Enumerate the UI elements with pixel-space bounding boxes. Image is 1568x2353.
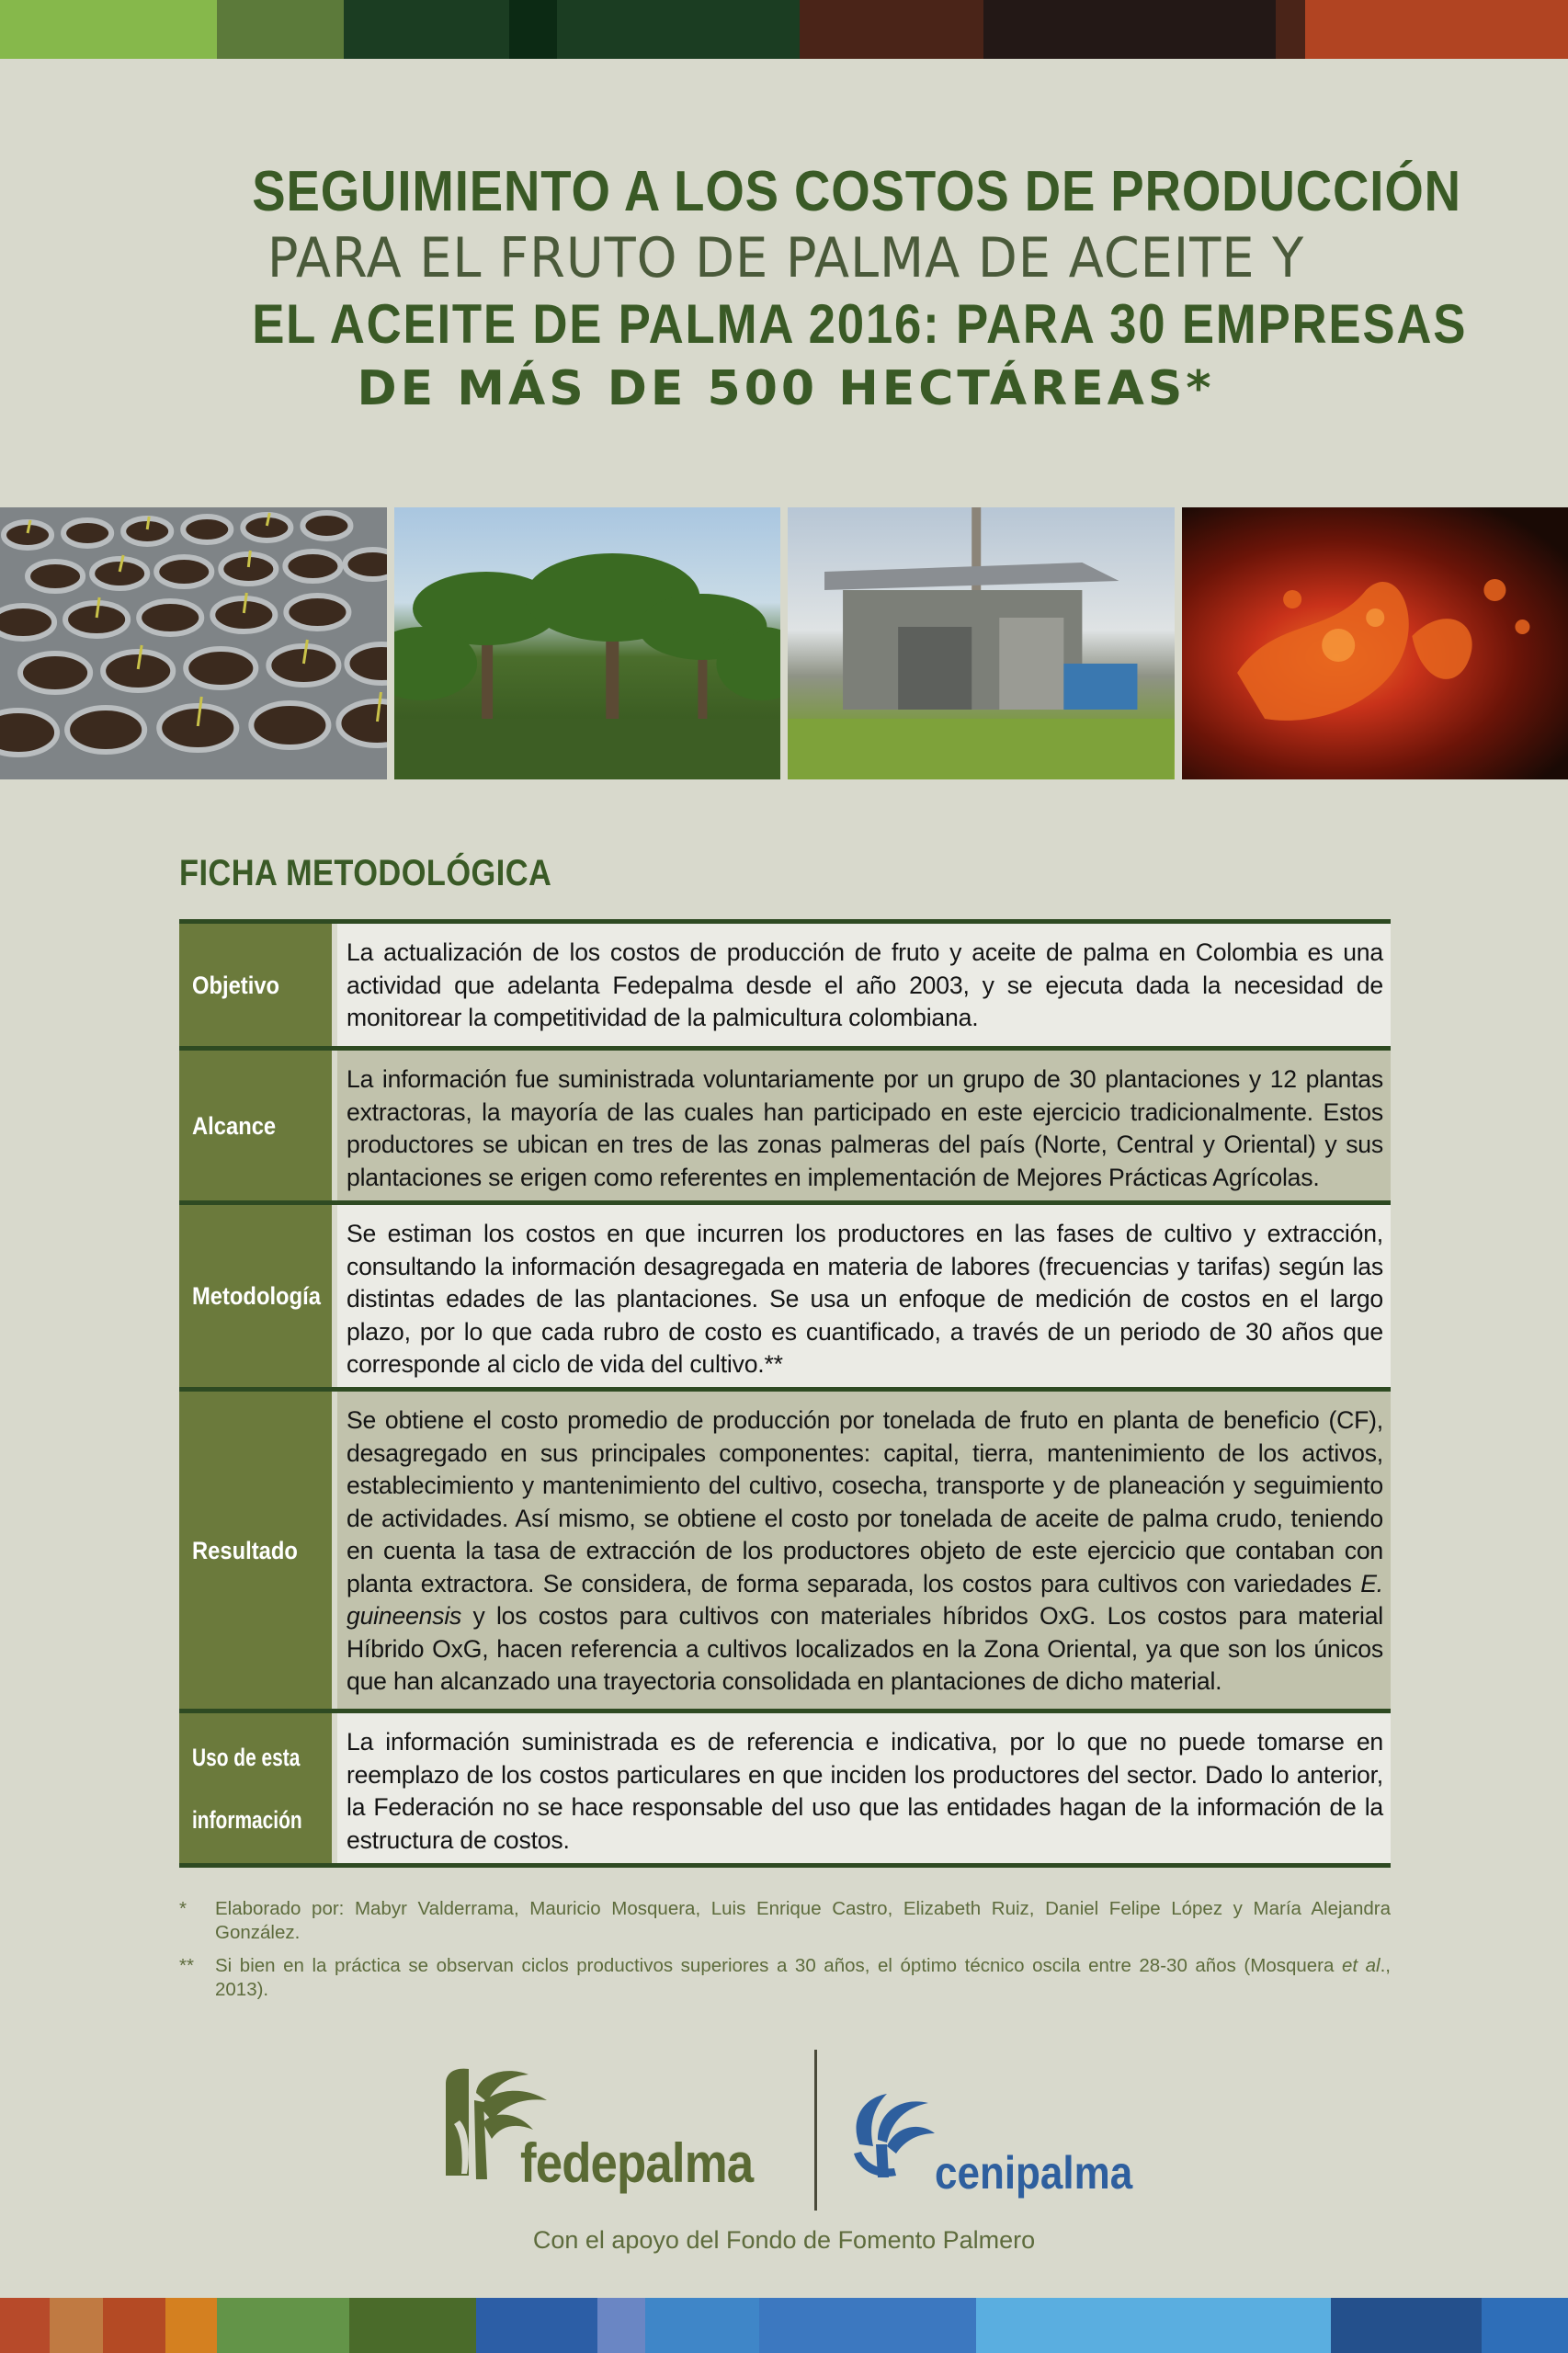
extraction-plant-photo	[788, 507, 1175, 779]
palm-trees-photo	[394, 507, 781, 779]
row-label: Uso de esta información	[179, 1713, 337, 1863]
footnotes	[179, 1897, 1391, 2011]
color-block	[976, 2298, 1331, 2353]
table-row	[179, 924, 1391, 1051]
row-text: La información suministrada es de referencia e indicativa, por lo que no puede tomarse en reemplazo de los costos particulares en que inciden los productores del sector. Dado lo anterior, la Federación no se hace responsable del uso que las entidades hagan de la información de la estructura de costos.	[337, 1713, 1391, 1863]
table-row	[179, 1713, 1391, 1863]
title-line-2: PARA EL FRUTO DE PALMA DE ACEITE Y	[267, 226, 1305, 290]
footnote-text: Si bien en la práctica se observan ciclos productivos superiores a 30 años, el óptimo técnico oscila entre 28-30 años (Mosquera et al., 2013).	[215, 1955, 1392, 2000]
cenipalma-wordmark: cenipalma	[935, 2147, 1133, 2199]
color-block	[349, 2298, 476, 2353]
row-label: Alcance	[179, 1051, 337, 1200]
row-text: Se estiman los costos en que incurren los productores en las fases de cultivo y extracción, consultando la información desagregada en materia de labores (frecuencias y tarifas) según las distintas edades de las plantaciones. Se usa un enfoque de medición de costos en el largo plazo, por lo que cada rubro de costo es cuantificado, a través de un periodo de 30 años que corresponde al ciclo de vida del cultivo.**	[337, 1205, 1391, 1387]
footnote-mark: *	[179, 1898, 187, 1919]
color-block	[0, 0, 217, 59]
row-label: Resultado	[179, 1392, 337, 1709]
row-text: Se obtiene el costo promedio de producción por tonelada de fruto en planta de beneficio (CF), desagregado en sus principales componentes: capital, tierra, mantenimiento de los activos, establecimiento y mantenimiento del cultivo, cosecha, transporte y de planeación y seguimiento de actividades. Así mismo, se obtiene el costo por tonelada de aceite de palma crudo, teniendo en cuenta la tasa de extracción de los productores objeto de este ejercicio que contaban con planta extractora. Se considera, de forma separada, los costos para cultivos con variedades E. guineensis y los costos para cultivos con materiales híbridos OxG. Los costos para material Híbrido OxG, hacen referencia a cultivos localizados en la Zona Oriental, ya que son los únicos que han alcanzado una trayectoria consolidada en plantaciones de dicho material.	[337, 1392, 1391, 1709]
top-color-band	[0, 0, 1568, 59]
color-block	[50, 2298, 103, 2353]
color-block	[645, 2298, 759, 2353]
footnote	[179, 1897, 1391, 1945]
seedlings-photo	[0, 507, 387, 779]
support-text: Con el apoyo del Fondo de Fomento Palmero	[532, 2226, 1036, 2254]
color-block	[509, 0, 557, 59]
row-text: La información fue suministrada voluntariamente por un grupo de 30 plantaciones y 12 plantas extractoras, la mayoría de las cuales han participado en este ejercicio tradicionalmente. Estos productores se ubican en tres de las zonas palmeras del país (Norte, Central y Oriental) y sus plantaciones se erigen como referentes en implementación de Mejores Prácticas Agrícolas.	[337, 1051, 1391, 1200]
color-block	[597, 2298, 645, 2353]
footnote	[179, 1954, 1391, 2002]
row-label: Metodología	[179, 1205, 337, 1387]
document-title	[179, 158, 1468, 419]
palm-leaves-icon	[850, 2089, 937, 2181]
species-name: E. guineensis	[347, 1569, 1383, 1630]
color-block	[1276, 0, 1305, 59]
methodology-table	[179, 919, 1391, 1868]
color-block	[557, 0, 800, 59]
color-block	[1482, 2298, 1568, 2353]
color-block	[1331, 2298, 1482, 2353]
color-block	[165, 2298, 217, 2353]
color-block	[0, 2298, 50, 2353]
row-text: La actualización de los costos de producción de fruto y aceite de palma en Colombia es una actividad que adelanta Fedepalma desde el año 2003, y se ejecuta dada la necesidad de monitorear la competitividad de la palmicultura colombiana.	[337, 924, 1391, 1046]
color-block	[983, 0, 1276, 59]
section-title: FICHA METODOLÓGICA	[179, 853, 552, 893]
fedepalma-wordmark: fedepalma	[520, 2132, 754, 2194]
color-block	[1305, 0, 1568, 59]
color-block	[476, 2298, 597, 2353]
table-row	[179, 1392, 1391, 1713]
row-label: Objetivo	[179, 924, 337, 1046]
color-block	[217, 2298, 349, 2353]
title-line-4: DE MÁS DE 500 HECTÁREAS*	[357, 361, 1215, 416]
bottom-color-band	[0, 2298, 1568, 2353]
table-row	[179, 1205, 1391, 1392]
footnote-text: Elaborado por: Mabyr Valderrama, Mauricio Mosquera, Luis Enrique Castro, Elizabeth Ruiz, Daniel Felipe López y María Alejandra González.	[215, 1898, 1391, 1943]
palm-oil-splash-photo	[1182, 507, 1568, 779]
logos	[0, 2045, 1568, 2211]
title-line-3: EL ACEITE DE PALMA 2016: PARA 30 EMPRESAS	[252, 293, 1468, 355]
logo-divider	[814, 2050, 817, 2211]
color-block	[217, 0, 344, 59]
color-block	[759, 2298, 976, 2353]
table-row	[179, 1051, 1391, 1205]
title-line-1: SEGUIMIENTO A LOS COSTOS DE PRODUCCIÓN	[252, 160, 1461, 223]
photo-strip	[0, 507, 1568, 779]
color-block	[800, 0, 983, 59]
color-block	[344, 0, 509, 59]
footnote-mark: **	[179, 1955, 194, 1976]
color-block	[103, 2298, 165, 2353]
